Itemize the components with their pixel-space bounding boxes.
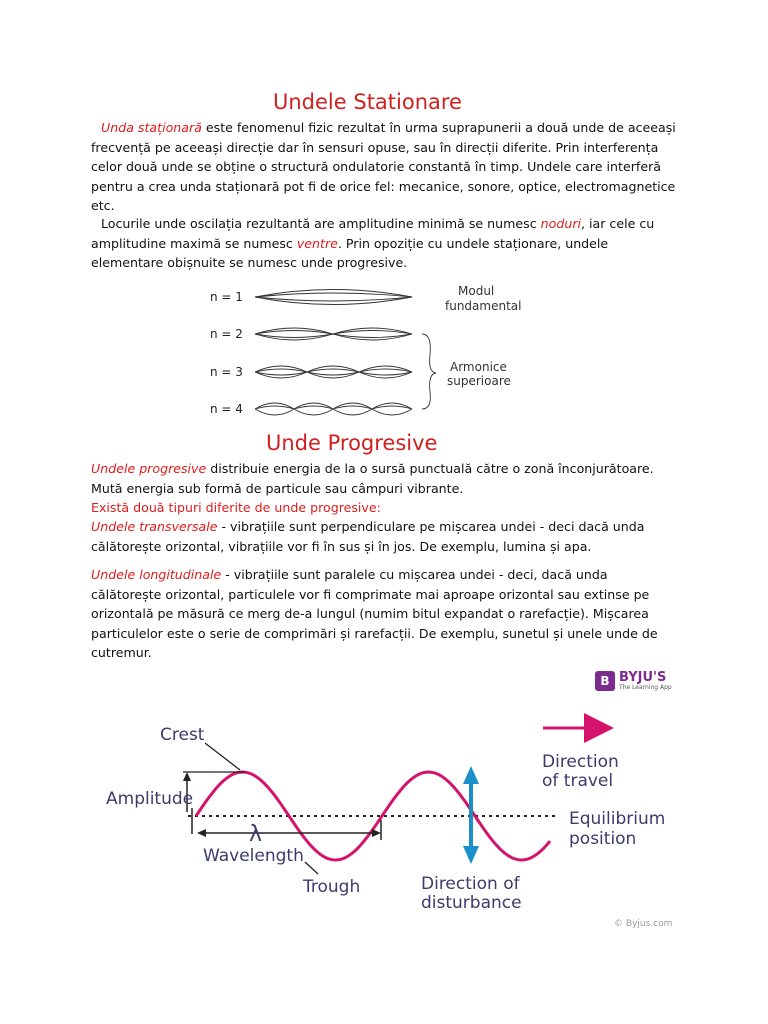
transverse-paragraph bbox=[91, 517, 681, 556]
crest-label: Crest bbox=[160, 725, 205, 745]
crest-pointer bbox=[205, 743, 240, 770]
transverse-wave-diagram bbox=[0, 700, 768, 940]
longitudinal-paragraph-text: - vibrațiile sunt paralele cu mișcarea undei - deci, dacă unda călătorește orizontal, particulele vor fi comprimate mai aproape orizontal sau extinse pe orizontală pe măsură ce merg de-a lungul (numim bitul expandat o rarefacție). Mișcarea particulelor este o serie de comprimări și rarefacții. De exemplu, sunetul și unele unde de cutremur. bbox=[91, 567, 658, 660]
standing-paragraph-1-text: este fenomenul fizic rezultat în urma suprapunerii a două unde de aceeași frecvență pe aceeași direcție dar în sensuri opuse, sau în direcții diferite. Prin interferența celor două unde se obține o structură ondulatorie constantă în timp. Undele care interferă pentru a crea unda staționară pot fi de orice fel: mecanice, sonore, optice, electromagnetice etc. bbox=[91, 120, 676, 213]
mode-1-loop bbox=[255, 290, 412, 305]
standing-wave-diagram bbox=[200, 280, 540, 420]
term-nodes: noduri bbox=[540, 216, 581, 231]
byjus-logo-tagline: The Learning App bbox=[619, 684, 672, 691]
term-progressive-waves: Undele progresive bbox=[91, 461, 207, 476]
equilibrium-label-1: Equilibrium bbox=[569, 809, 666, 829]
harmonics-label-1: Armonice bbox=[450, 360, 507, 374]
direction-disturbance-label-1: Direction of bbox=[421, 874, 520, 894]
lambda-symbol: λ bbox=[249, 822, 263, 847]
transverse-paragraph-text: - vibrațiile sunt perpendiculare pe mișcarea undei - deci dacă unda călătorește orizontal, vibrațiile vor fi în sus și în jos. De exemplu, lumina și apa. bbox=[91, 519, 645, 554]
longitudinal-paragraph bbox=[91, 565, 681, 663]
fundamental-label-2: fundamental bbox=[445, 299, 522, 313]
wavelength-label: Wavelength bbox=[203, 846, 304, 866]
fundamental-label-1: Modul bbox=[458, 284, 495, 298]
direction-travel-label-1: Direction bbox=[542, 752, 619, 772]
harmonics-brace bbox=[422, 334, 436, 409]
standing-paragraph-2 bbox=[91, 214, 681, 273]
mode-label-4: n = 4 bbox=[210, 402, 243, 416]
mode-label-1: n = 1 bbox=[210, 290, 243, 304]
mode-label-3: n = 3 bbox=[210, 365, 243, 379]
mode-label-2: n = 2 bbox=[210, 327, 243, 341]
section-title-standing: Undele Stationare bbox=[273, 90, 462, 114]
term-longitudinal: Undele longitudinale bbox=[91, 567, 222, 582]
byjus-logo-icon: B bbox=[595, 671, 615, 691]
standing-paragraph-2-text-b: , iar cele cu amplitudine maximă se numesc bbox=[91, 216, 655, 251]
direction-disturbance-label-2: disturbance bbox=[421, 893, 522, 913]
byjus-logo-name: BYJU'S bbox=[619, 670, 667, 685]
copyright-label: © Byjus.com bbox=[614, 919, 673, 929]
progressive-types-heading: Există două tipuri diferite de unde progresive: bbox=[91, 500, 381, 515]
harmonics-label-2: superioare bbox=[447, 374, 511, 388]
trough-label: Trough bbox=[303, 877, 361, 897]
progressive-paragraph-1 bbox=[91, 459, 681, 498]
standing-paragraph-1 bbox=[91, 118, 681, 216]
term-transverse: Undele transversale bbox=[91, 519, 218, 534]
trough-pointer bbox=[305, 862, 318, 874]
direction-travel-label-2: of travel bbox=[542, 771, 614, 791]
term-standing-wave: Unda staționară bbox=[101, 120, 202, 135]
standing-paragraph-2-text-c: . Prin opoziție cu undele staționare, undele elementare obișnuite se numesc unde progresive. bbox=[91, 235, 609, 270]
amplitude-label: Amplitude bbox=[106, 789, 194, 809]
term-antinodes: ventre bbox=[296, 235, 338, 251]
progressive-paragraph-1-text: distribuie energia de la o sursă punctuală către o zonă înconjurătoare. Mută energia sub formă de particule sau câmpuri vibrante. bbox=[91, 461, 654, 496]
section-title-progressive: Unde Progresive bbox=[266, 431, 438, 455]
equilibrium-label-2: position bbox=[569, 829, 637, 849]
standing-paragraph-2-text-a: Locurile unde oscilația rezultantă are amplitudine minimă se numesc bbox=[101, 216, 541, 231]
byjus-logo bbox=[595, 668, 672, 694]
